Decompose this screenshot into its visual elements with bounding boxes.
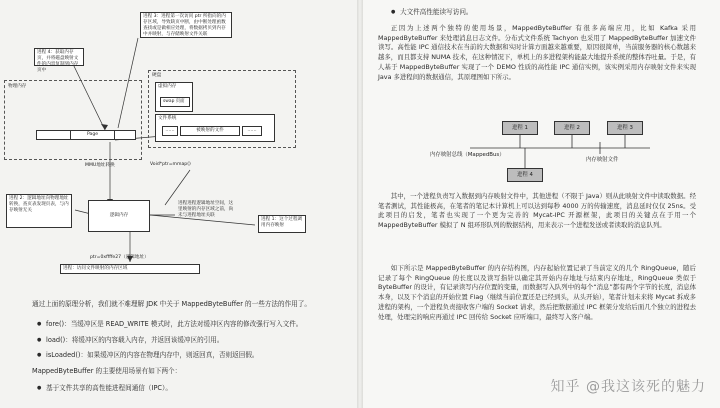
ptr-label: ptr=0xffffe27（逻辑地址） — [90, 255, 149, 260]
note-process-2: 进程 2：逻辑地址向物理地址转换，查页表发现页表，与内存映射无关 — [6, 194, 72, 228]
ipc-process-3: 进程 3 — [607, 121, 643, 135]
access-box: 进程：访问文件映射的内存区域 — [60, 264, 200, 274]
left-intro: 通过上面的原理分析，我们就不难理解 JDK 中关于 MappedByteBuffer 的一些方法的作用了。 — [32, 300, 311, 308]
left-item-force: ● fore()：当缓冲区是 READ_WRITE 模式时，此方法对缓冲区内容的修改强行写入文件。 — [46, 320, 346, 330]
left-item-isloaded: ● isLoaded()：如果缓冲区的内容在物理内存中，则返回真，否则返回假。 — [46, 351, 346, 361]
right-bullet: ● 大文件高性能读写访问。 — [400, 8, 700, 18]
mmap-call-label: Void*ptr=mmap() — [150, 162, 191, 167]
note-process-4: 进程 4：获取内存页，并将磁盘映射文件的内容复制到内存页中 — [34, 48, 84, 66]
ipc-process-2: 进程 2 — [554, 121, 590, 135]
note-process-1: 进程 1：这个过程调用内存映射 — [258, 215, 306, 233]
phys-mem-label: 物理内存 — [8, 84, 27, 89]
left-item-ipc: ● 基于文件共享的高性能进程间通信（IPC）。 — [46, 384, 346, 394]
fs-block-2: …… — [242, 126, 262, 136]
right-para-2: 其中，一个进程负责写入数据到内存映射文件中，其他进程（不限于 Java）则从此映射文件中读取数据。经笔者测试，其性能极高，在笔者的笔记本计算机上可以达到每秒 4000 万的传输速度，消息延时仅仅 25ns。受此项目的启发，笔者也实现了一个更为完善的 Mycat-IPC 开源框架，此项目的关键点在于用一个 MappedByteBuffer 模拟了 N 组环形队列的数据结构，用来表示一个进程发送或者读取的消息队列。 — [378, 192, 696, 230]
fs-block-1: …… — [162, 126, 178, 136]
note-process-3: 进程 3：进程第一次访问 ptr 所指向的内存区域，导致缺页中断，由中断处理函数查找或是做相应处理，将数据拷贝到内存中并映射，与存储映射文件关联 — [140, 12, 232, 38]
phys-page: Page — [70, 130, 115, 140]
swap-area-title: 虚拟内存 — [158, 84, 177, 89]
disk-label: 硬盘 — [152, 73, 162, 78]
mapped-file-label: 内存映射文件 — [586, 157, 619, 163]
mapped-file: 被映射的文件 — [180, 126, 240, 136]
watermark: 知乎 @我这该死的魅力 — [550, 379, 706, 395]
mmu-label: MMU地址转换 — [85, 163, 115, 168]
filesystem-title: 文件系统 — [158, 116, 177, 121]
mappedbus-label: 内存映射总线（MappedBus） — [430, 152, 505, 158]
left-summary: MappedByteBuffer 的主要使用场景有如下两个： — [32, 367, 182, 375]
right-para-3: 如下所示是 MappedByteBuffer 的内存结构图，内存起始位置记录了当前定义的几个 RingQueue，随后记录了每个 RingQueue 的长度以及读写指针以确定其开始内存地址与结束内存地址，RingQueue 类似于 ByteBuffer 的设计，有记录读写内存位置的变量，而数据写入队列中的每个“消息”都有两个字节的长度，消息体本身，以及下个消息的开始位置 Flag（继续当前位置还是已经到头，从头开始），笔者计划未来将 Mycat 拆成多进程的架构，一个进程负责接收客户端的 Socket 请求，然后把数据通过 IPC 框架分发给后面几个独立的进程去处理，处理完的响应再通过 IPC 回传给 Socket 应听端口，最终写入客户端。 — [378, 264, 696, 321]
swap-page: swap 页面 — [160, 97, 190, 107]
left-item-load: ● load()：将缓冲区的内容载入内存，并返回该缓冲区的引用。 — [46, 336, 346, 346]
ipc-process-4: 进程 4 — [507, 168, 543, 182]
vspace-note: 进程进程逻辑地址空间，这里映射的内存区域之前，尚未与进程地址关联 — [178, 201, 234, 218]
phys-mem-region — [4, 80, 142, 160]
logical-memory: 逻辑内存 — [88, 200, 150, 232]
right-para-1: 正因为上述两个独特的使用场景，MappedByteBuffer 有很多高端应用，比如 Kafka 采用 MappedByteBuffer 来处理消息日志文件。分布式文件系统 Tachyon 也采用了 MappedByteBuffer 加速文件读写。高性能 IPC 通信技术在当前的大数据和实时计算方面越来越重要，原因很简单，当前服务器的核心数越来越多，而且都支持 NUMA 技术，在这种情况下，单机上的多进程架构能最大地提升系统的整体吞吐量。于是，有人基于 MappedByteBuffer 实现了一个 DEMO 性质的高性能 IPC 通信实例，该实例采用内存映射文件来实现 Java 多进程间的数据通信，其原理图如下所示。 — [378, 24, 696, 81]
ipc-process-1: 进程 1 — [502, 121, 538, 135]
